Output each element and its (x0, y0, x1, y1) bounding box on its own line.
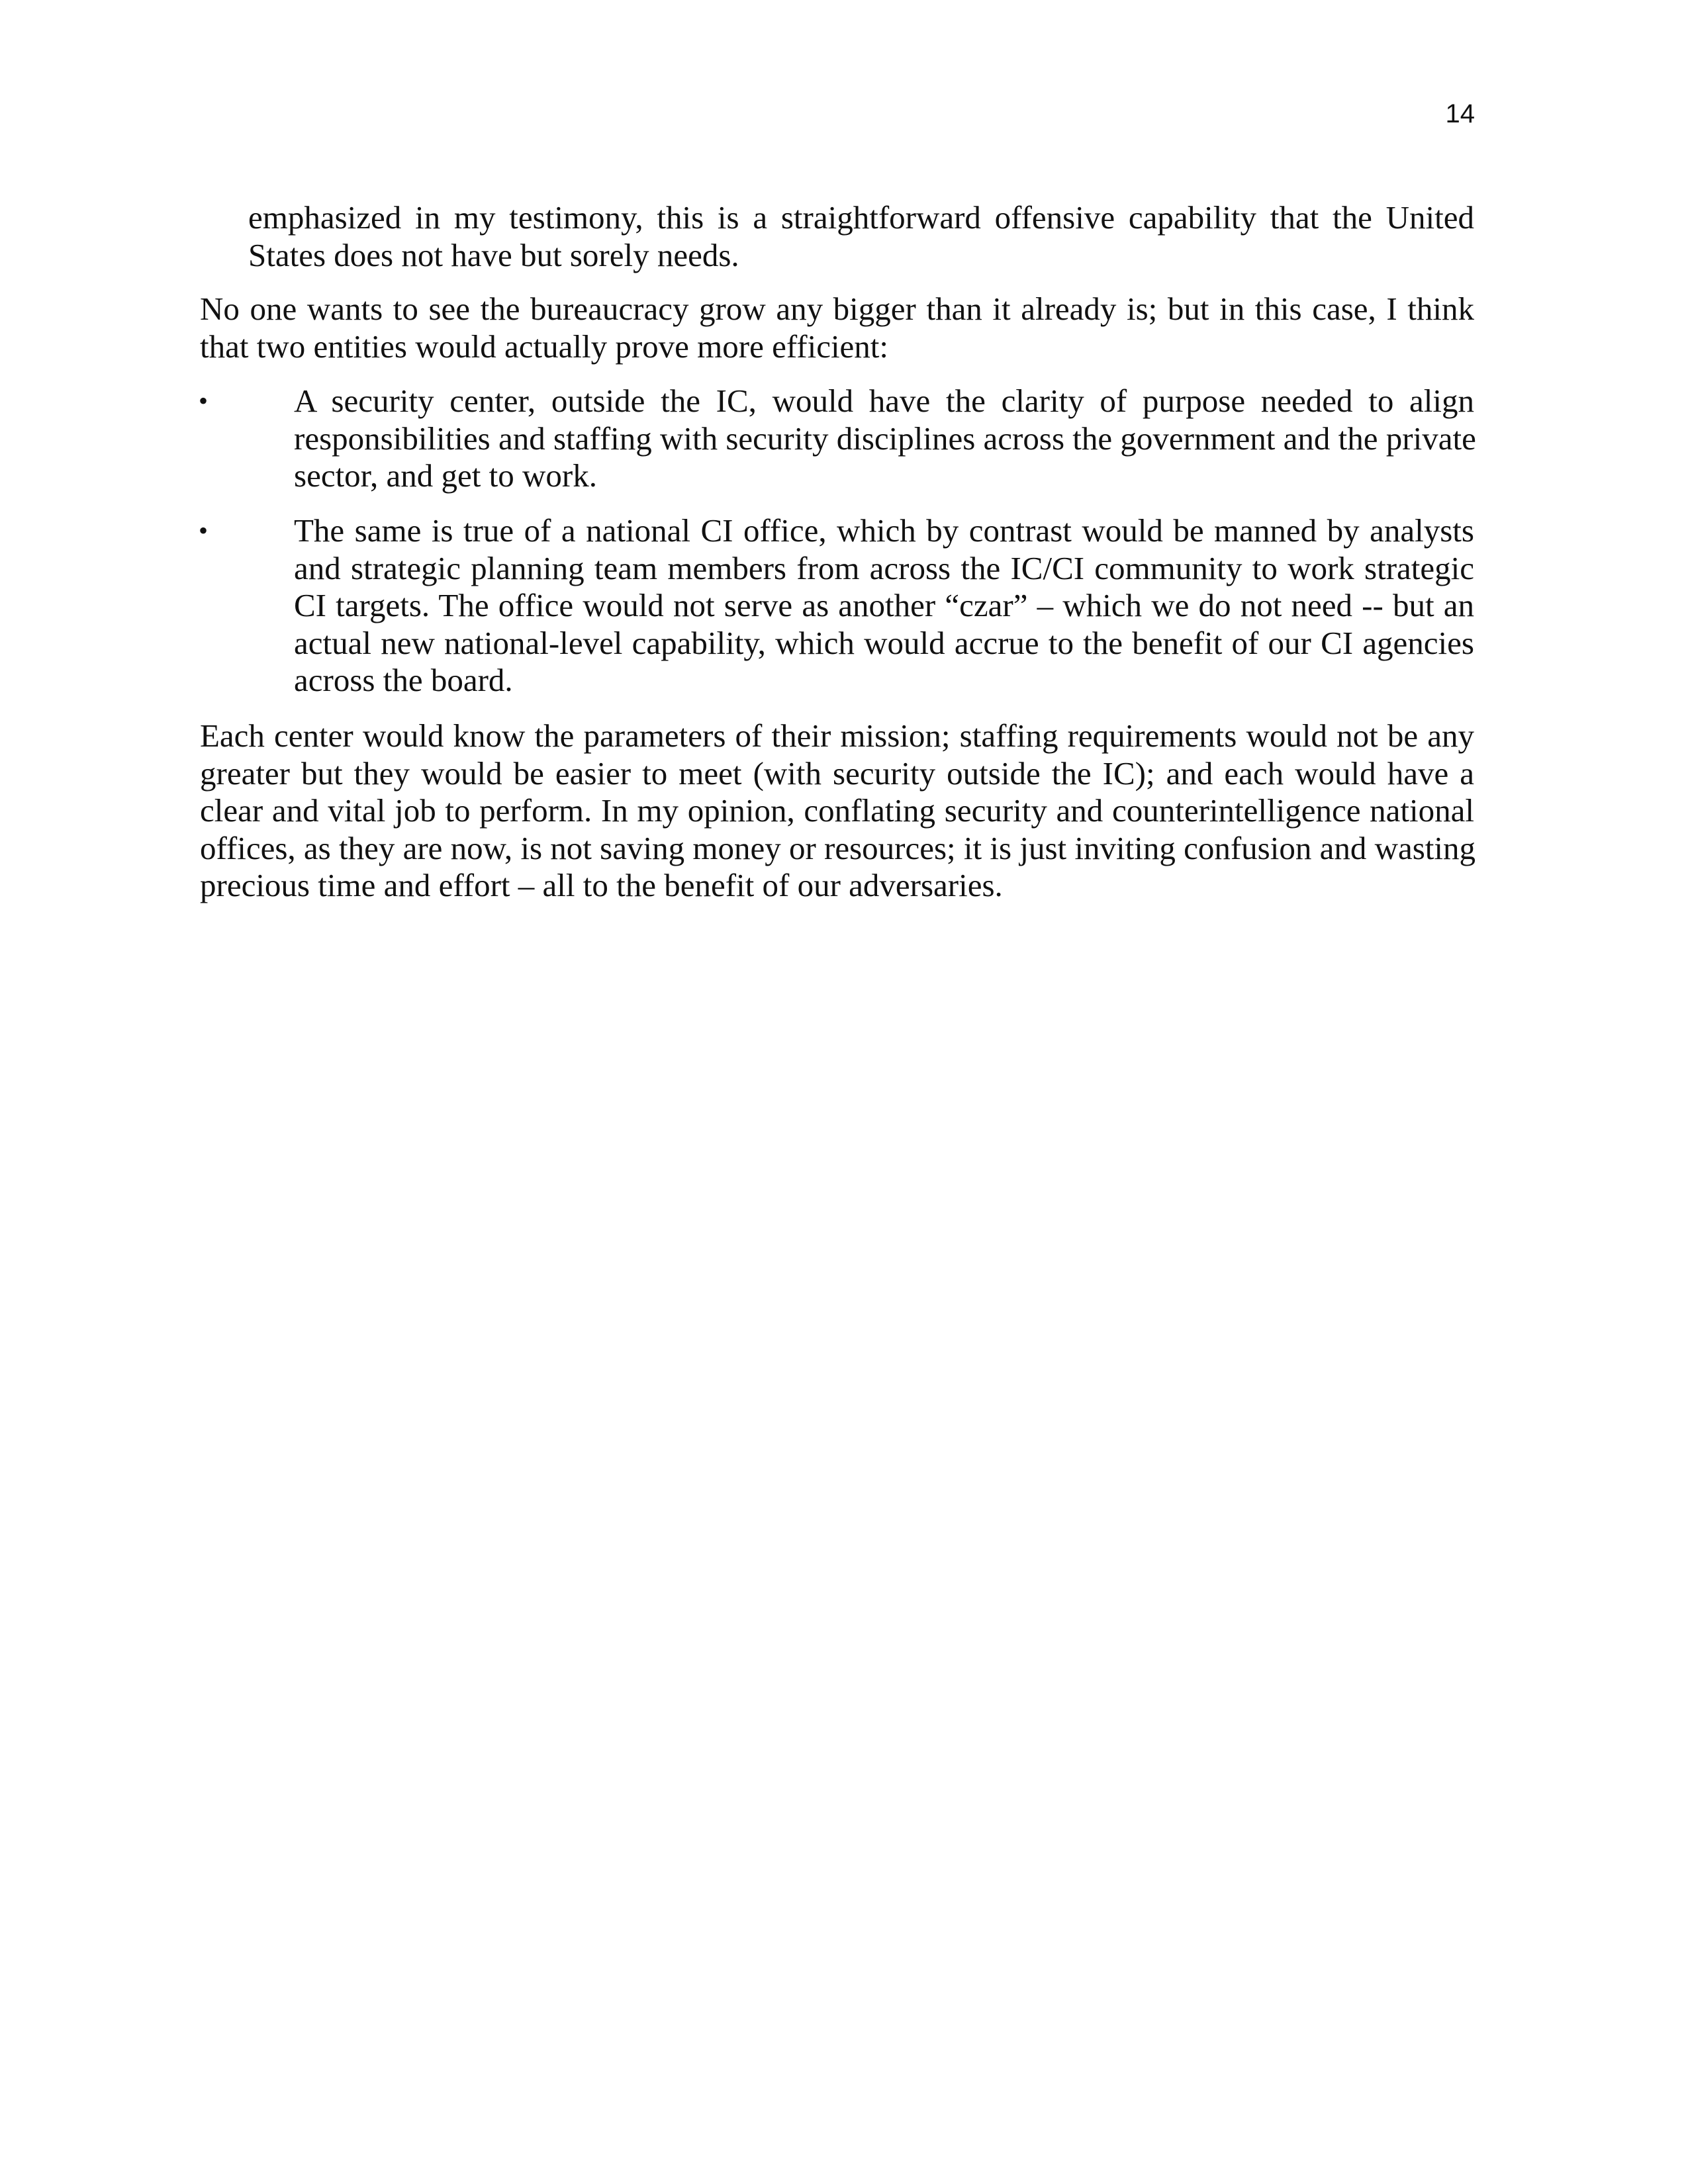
text-line: Each center would know the parameters of their mission; staffing requirements would not be any (200, 717, 1474, 754)
text-line: greater but they would be easier to meet (with security outside the IC); and each would have a (200, 754, 1474, 792)
bullet-item-ci-office (294, 512, 1474, 700)
bullet-icon: • (199, 386, 209, 416)
paragraph-bureaucracy (200, 291, 1474, 365)
text-line: A security center, outside the IC, would have the clarity of purpose needed to align (294, 383, 1474, 419)
text-line: across the board. (294, 662, 513, 698)
paragraph-continued (248, 199, 1474, 274)
text-line: offices, as they are now, is not saving money or resources; it is just inviting confusion and wasting (200, 829, 1476, 866)
text-line: sector, and get to work. (294, 457, 597, 494)
text-line: CI targets. The office would not serve as another “czar” – which we do not need -- but an (294, 587, 1474, 623)
bullet-item-security-center (294, 383, 1474, 495)
text-line: No one wants to see the bureaucracy grow any bigger than it already is; but in this case, I think (200, 291, 1474, 327)
text-line: responsibilities and staffing with security disciplines across the government and the private (294, 420, 1476, 457)
text-line: The same is true of a national CI office, which by contrast would be manned by analysts (294, 512, 1474, 549)
bullet-icon: • (199, 516, 209, 545)
text-line: emphasized in my testimony, this is a straightforward offensive capability that the United (248, 199, 1474, 236)
text-line: clear and vital job to perform. In my opinion, conflating security and counterintelligence national (200, 792, 1474, 829)
text-line: States does not have but sorely needs. (248, 236, 739, 273)
text-line: actual new national-level capability, which would accrue to the benefit of our CI agencies (294, 624, 1474, 661)
page-number: 14 (1445, 99, 1475, 128)
paragraph-conclusion (200, 717, 1474, 905)
text-line: and strategic planning team members from across the IC/CI community to work strategic (294, 549, 1474, 586)
text-line: that two entities would actually prove more efficient: (200, 328, 889, 365)
text-line: precious time and effort – all to the benefit of our adversaries. (200, 867, 1003, 903)
